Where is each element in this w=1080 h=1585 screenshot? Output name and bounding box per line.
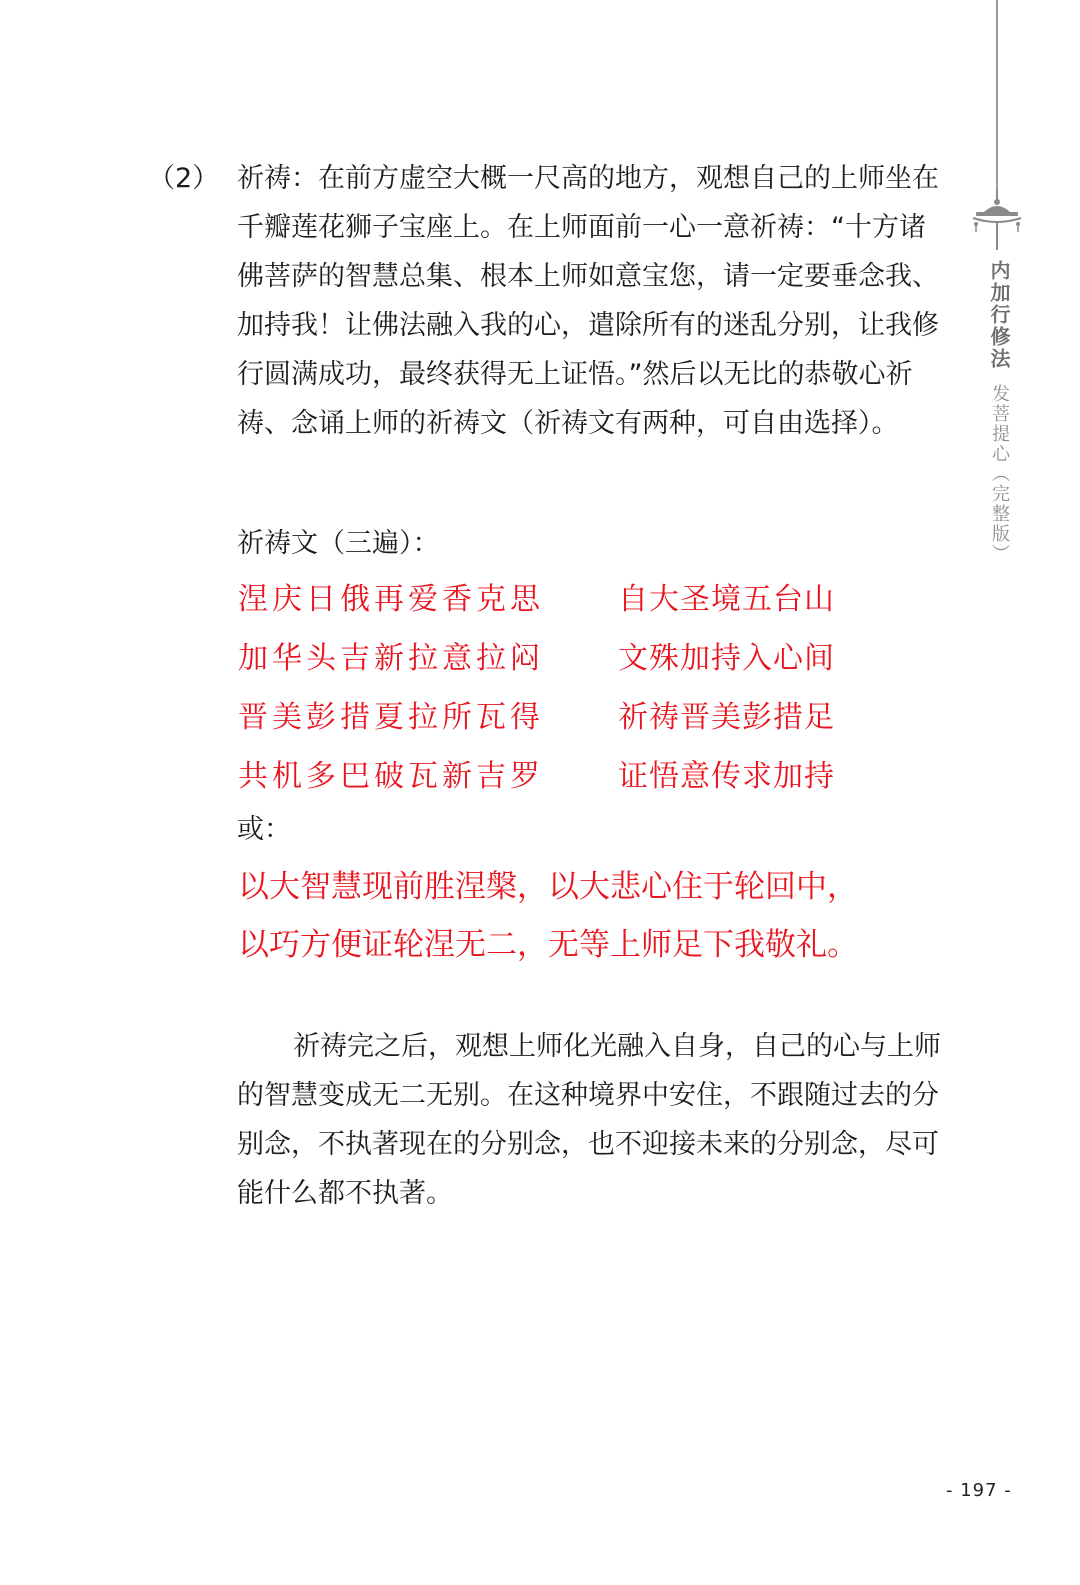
prayer-heading: 祈祷文（三遍）：: [237, 528, 440, 559]
or-label: 或：: [237, 814, 291, 845]
verse-translation: 文殊加持入心间: [618, 641, 835, 676]
margin-rule-line: [996, 0, 998, 192]
verse-translation: 祈祷晋美彭措足: [618, 700, 835, 735]
verse-row: [238, 635, 898, 694]
verse-row: [238, 694, 898, 753]
side-running-title: [984, 260, 1014, 564]
canopy-ornament-icon: [970, 190, 1024, 252]
section-number: （2）: [148, 163, 220, 194]
page-number: - 197 -: [946, 1480, 1012, 1501]
alternative-verse: [238, 858, 938, 974]
alternative-verse-line: 以巧方便证轮涅无二，无等上师足下我敬礼。: [238, 927, 858, 963]
prayer-verse-grid: [238, 576, 898, 812]
side-title-sub: 发菩提心（完整版）: [989, 384, 1010, 564]
verse-transliteration: 晋美彭措夏拉所瓦得: [238, 700, 544, 735]
prayer-instruction-paragraph: 祈祷：在前方虚空大概一尺高的地方，观想自己的上师坐在千瓣莲花狮子宝座上。在上师面前一心一意祈祷：“十方诸佛菩萨的智慧总集、根本上师如意宝您，请一定要垂念我、加持我！让佛法融入我的心，遣除所有的迷乱分别，让我修行圆满成功，最终获得无上证悟。”然后以无比的恭敬心祈祷、念诵上师的祈祷文（祈祷文有两种，可自由选择）。: [237, 163, 939, 439]
verse-row: [238, 576, 898, 635]
side-title-main: 内加行修法: [987, 260, 1011, 370]
verse-transliteration: 共机多巴破瓦新吉罗: [238, 759, 544, 794]
alternative-verse-line: 以大智慧现前胜涅槃，以大悲心住于轮回中，: [238, 869, 858, 905]
verse-transliteration: 涅庆日俄再爱香克思: [238, 582, 544, 617]
verse-translation: 自大圣境五台山: [618, 582, 835, 617]
verse-transliteration: 加华头吉新拉意拉闷: [238, 641, 544, 676]
verse-translation: 证悟意传求加持: [618, 759, 835, 794]
after-prayer-paragraph: 祈祷完之后，观想上师化光融入自身，自己的心与上师的智慧变成无二无别。在这种境界中安住，不跟随过去的分别念，不执著现在的分别念，也不迎接未来的分别念，尽可能什么都不执著。: [237, 1031, 941, 1209]
verse-row: [238, 753, 898, 812]
